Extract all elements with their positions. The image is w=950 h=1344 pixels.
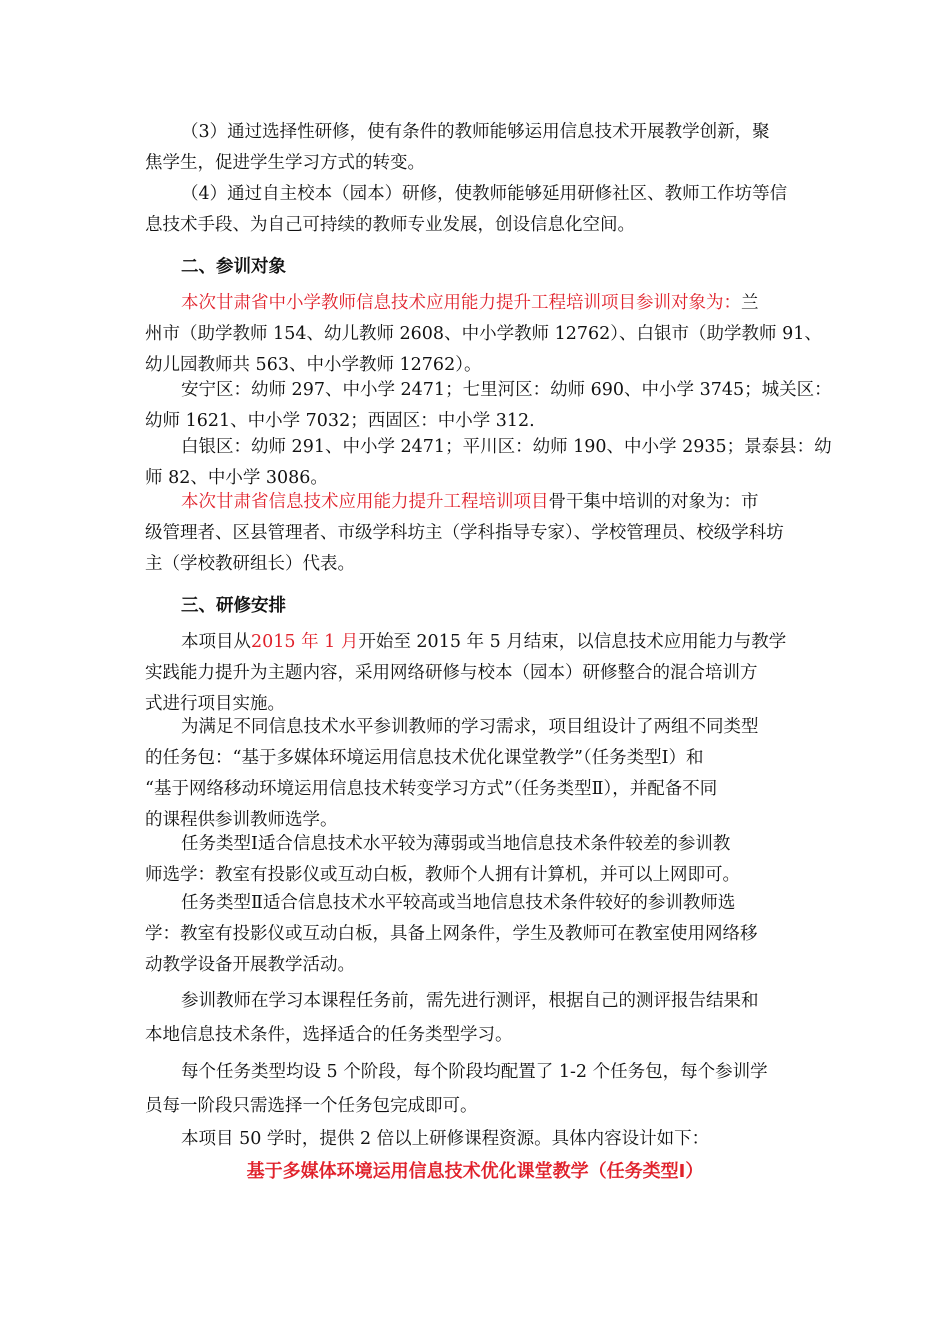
line: 实践能力提升为主题内容，采用网络研修与校本（园本）研修整合的混合培训方 [145,663,758,683]
line: 师选学：教室有投影仪或互动白板，教师个人拥有计算机，并可以上网即可。 [145,865,740,885]
line: 式进行项目实施。 [145,694,285,714]
line: 安宁区：幼师 297、中小学 2471；七里河区：幼师 690、中小学 3745；城关区： [181,380,832,400]
objective-3-paragraph [145,117,810,179]
task-type-2-paragraph [145,888,810,981]
line: 动教学设备开展教学活动。 [145,955,355,975]
line: 学：教室有投影仪或互动白板，具备上网条件，学生及教师可在教室使用网络移 [145,924,758,944]
line [145,487,810,518]
line [145,627,810,658]
line: （3）通过选择性研修，使有条件的教师能够运用信息技术开展教学创新，聚 [181,122,770,142]
district-list-baiyin [145,432,832,494]
stages-paragraph [145,1055,810,1123]
highlight-date: 2015 年 1 月 [251,632,359,652]
line: 的课程供参训教师选学。 [145,810,338,830]
line: （4）通过自主校本（园本）研修，使教师能够延用研修社区、教师工作坊等信 [181,184,788,204]
line: 级管理者、区县管理者、市级学科坊主（学科指导专家）、学校管理员、校级学科坊 [145,523,784,543]
line-tail: 兰 [741,293,759,313]
line: “基于网络移动环境运用信息技术转变学习方式”（任务类型Ⅱ），并配备不同 [145,779,718,799]
line: 员每一阶段只需选择一个任务包完成即可。 [145,1096,478,1116]
line: 参训教师在学习本课程任务前，需先进行测评，根据自己的测评报告结果和 [181,991,759,1011]
assessment-paragraph [145,984,810,1052]
line-tail: 开始至 2015 年 5 月结束，以信息技术应用能力与教学 [358,632,787,652]
objective-4-paragraph [145,179,810,241]
task-type-1-paragraph [145,829,810,891]
section-title: 基于多媒体环境运用信息技术优化课堂教学（任务类型Ⅰ） [246,1161,704,1182]
highlight-text: 本次甘肃省中小学教师信息技术应用能力提升工程培训项目参训对象为： [181,293,741,313]
line: 焦学生，促进学生学习方式的转变。 [145,153,425,173]
line: 为满足不同信息技术水平参训教师的学习需求，项目组设计了两组不同类型 [181,717,759,737]
line-head: 本项目从 [181,632,251,652]
section-heading-schedule: 三、研修安排 [181,596,286,616]
line: 本项目 50 学时，提供 2 倍以上研修课程资源。具体内容设计如下： [181,1129,710,1149]
task-packages-paragraph [145,712,810,836]
line-tail: 骨干集中培训的对象为：市 [548,492,759,512]
line: 每个任务类型均设 5 个阶段，每个阶段均配置了 1-2 个任务包，每个参训学 [181,1062,768,1082]
line: 任务类型Ⅰ适合信息技术水平较为薄弱或当地信息技术条件较差的参训教 [181,834,731,854]
line: 的任务包：“基于多媒体环境运用信息技术优化课堂教学”（任务类型Ⅰ）和 [145,748,704,768]
line: 幼儿园教师共 563、中小学教师 12762）。 [145,355,482,375]
line: 师 82、中小学 3086。 [145,468,328,488]
schedule-paragraph [145,627,810,720]
hours-paragraph [145,1124,810,1155]
participants-paragraph [145,288,822,381]
line: 州市（助学教师 154、幼儿教师 2608、中小学教师 12762）、白银市（助学教师 91、 [145,324,822,344]
line: 任务类型Ⅱ适合信息技术水平较高或当地信息技术条件较好的参训教师选 [181,893,736,913]
line: 本地信息技术条件，选择适合的任务类型学习。 [145,1025,513,1045]
district-list-lanzhou [145,375,832,437]
line: 白银区：幼师 291、中小学 2471；平川区：幼师 190、中小学 2935；景泰县：幼 [181,437,832,457]
line: 主（学校教研组长）代表。 [145,554,355,574]
highlight-text: 本次甘肃省信息技术应用能力提升工程培训项目 [181,492,549,512]
line: 息技术手段、为自己可持续的教师专业发展，创设信息化空间。 [145,215,635,235]
backbone-training-paragraph [145,487,810,580]
line: 幼师 1621、中小学 7032；西固区：中小学 312. [145,411,535,431]
section-heading-participants: 二、参训对象 [181,257,286,277]
line [145,288,810,319]
